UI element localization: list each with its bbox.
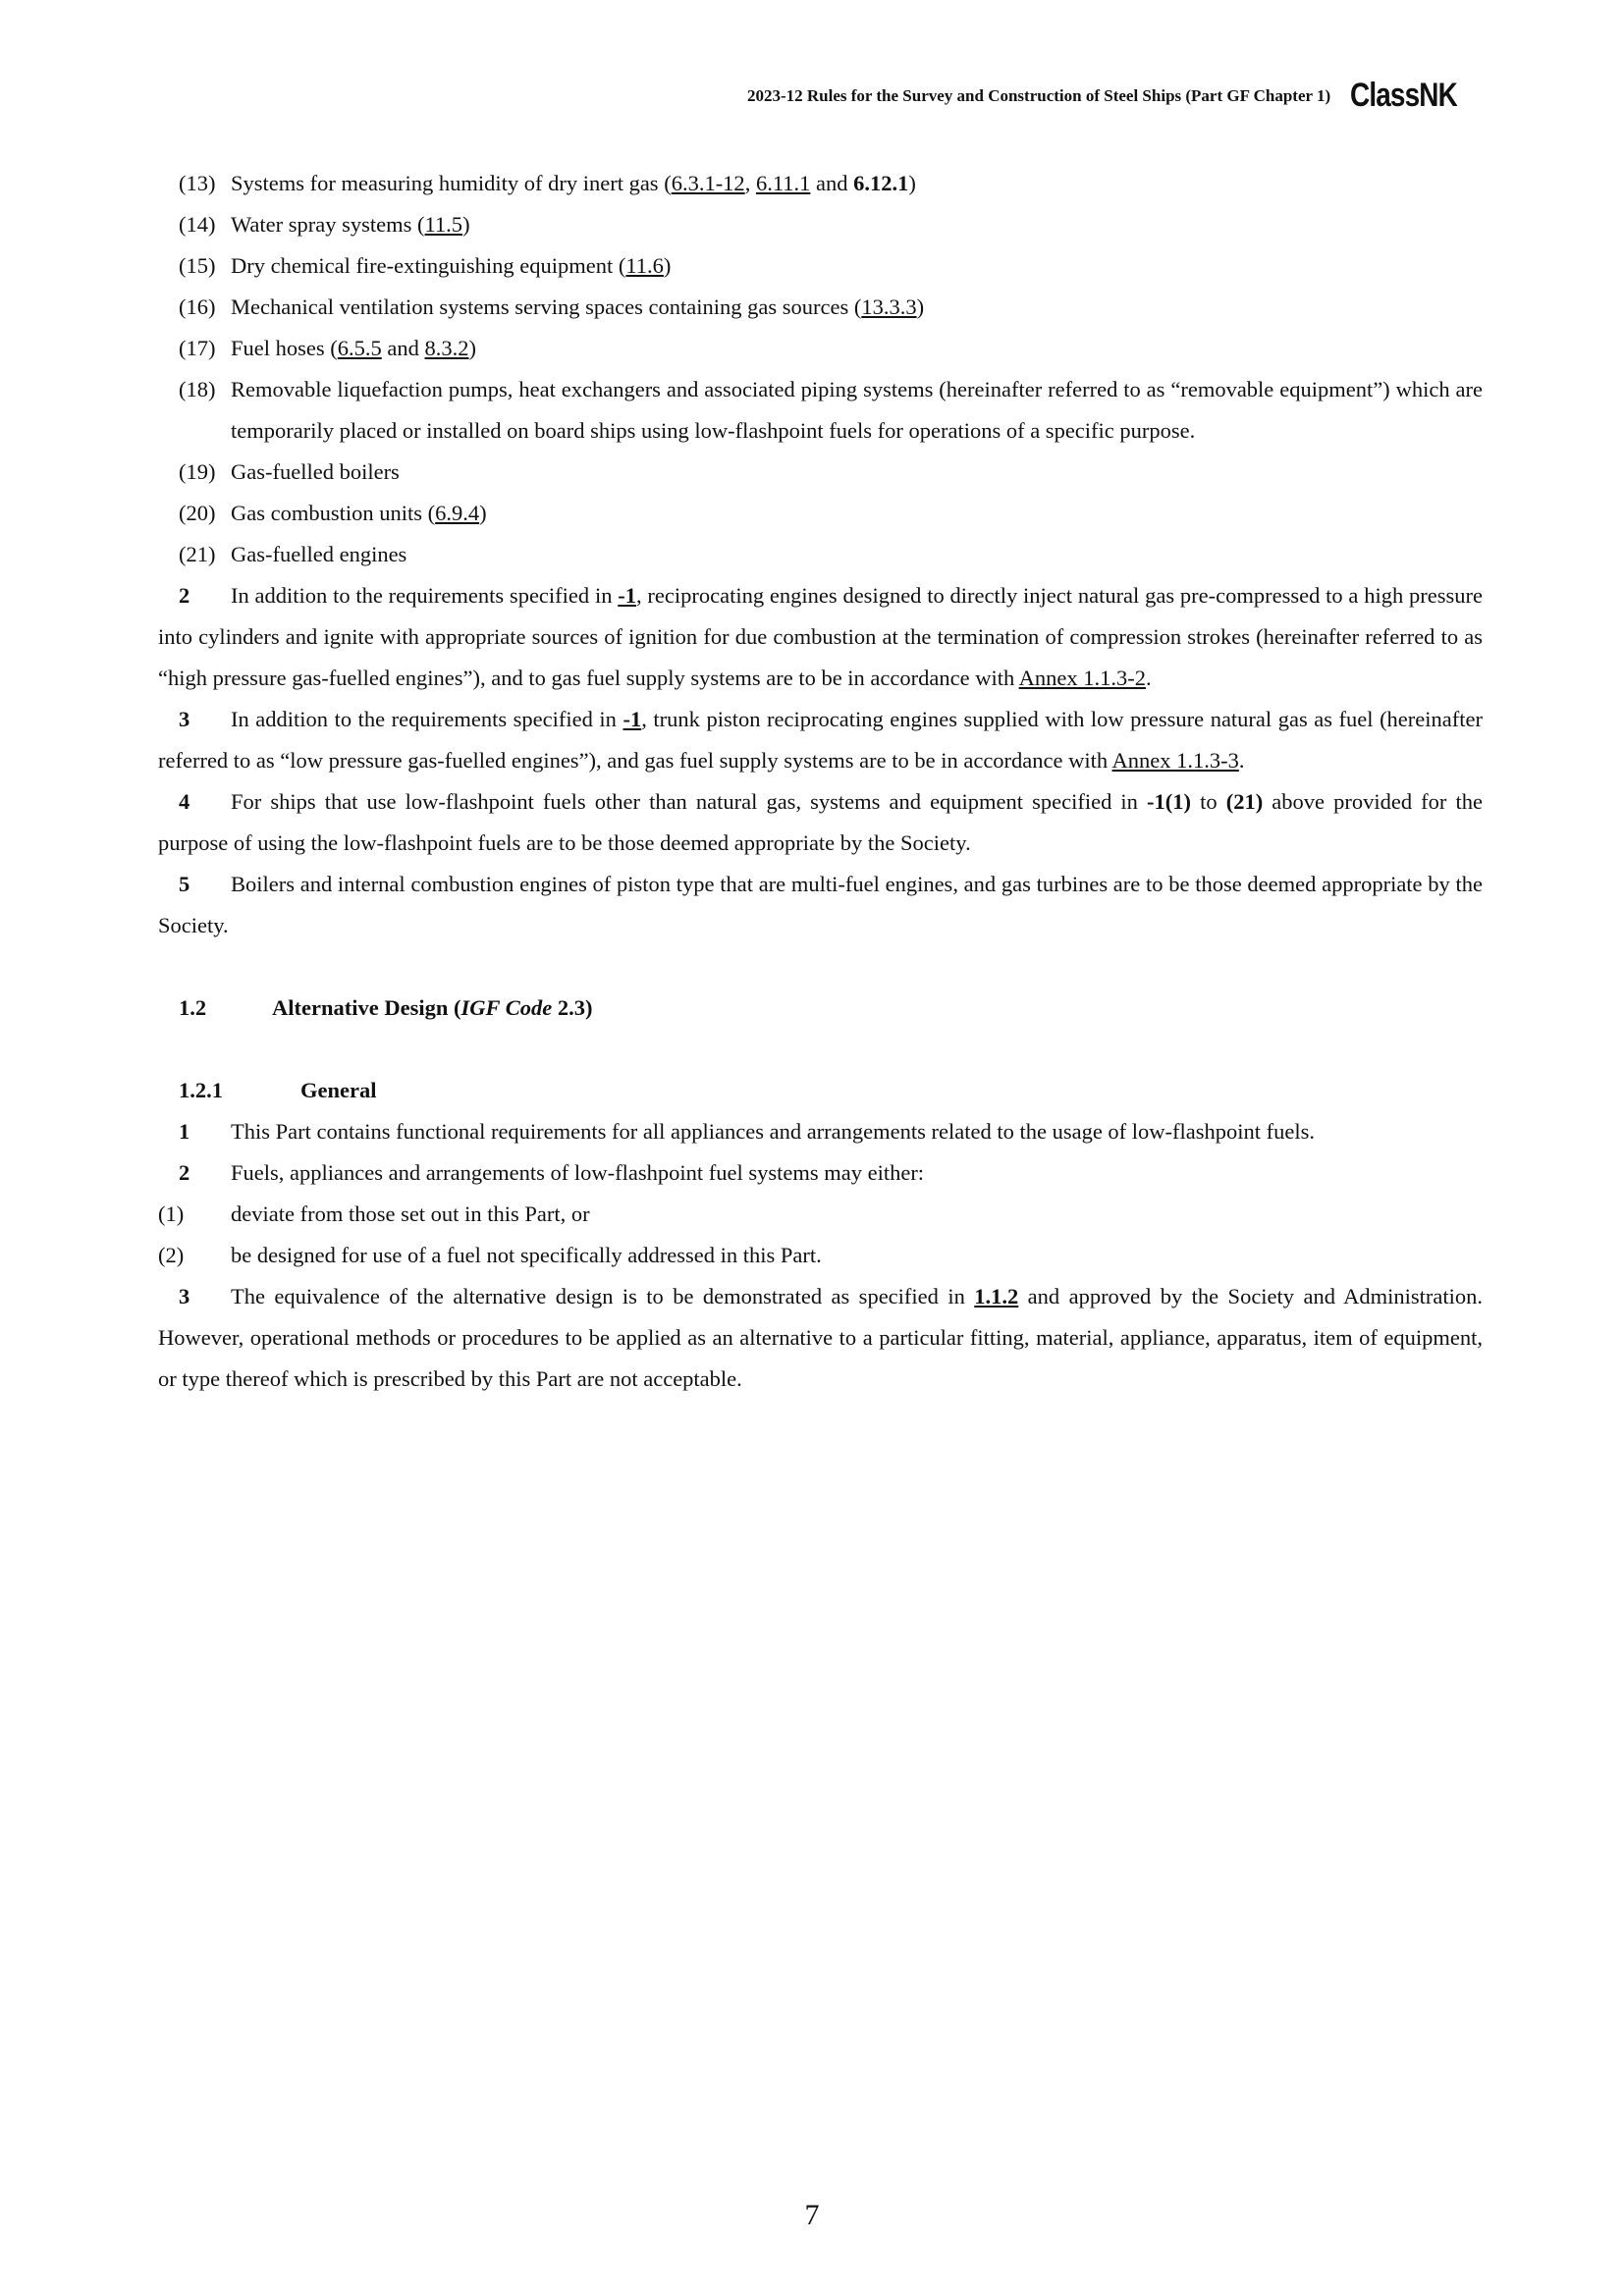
ref-bold: 6.12.1 (853, 171, 909, 195)
ref-bold: -1(1) (1147, 789, 1192, 814)
list-item (179, 328, 1483, 369)
item-number: (1) (158, 1201, 185, 1226)
list-item (179, 163, 1483, 204)
item-text: Mechanical ventilation systems serving spaces containing gas sources (13.3.3) (231, 294, 925, 319)
page-number: 7 (804, 2199, 820, 2231)
classnk-logo: ClassNK (1350, 77, 1458, 114)
ref-bold: (21) (1225, 789, 1264, 814)
ref-link[interactable]: 11.6 (625, 253, 664, 278)
item-text: Fuel hoses (6.5.5 and 8.3.2) (231, 336, 476, 360)
paragraph-number: 3 (179, 1284, 190, 1308)
paragraph-number: 5 (179, 872, 190, 896)
subsection-heading (179, 1070, 1483, 1111)
item-text: Gas-fuelled boilers (231, 459, 400, 484)
paragraph-number: 2 (179, 583, 190, 608)
item-text: Removable liquefaction pumps, heat exchangers and associated piping systems (hereinafter referred to as “removable equipment”) which are temporarily placed or installed on board ships using low-flashpoint fuels for operations of a specific purpose. (231, 377, 1483, 443)
paragraph: 2 Fuels, appliances and arrangements of low-flashpoint fuel systems may either: (158, 1152, 1483, 1194)
page-header (747, 77, 1481, 115)
paragraph-number: 2 (179, 1160, 190, 1185)
list-item (179, 369, 1483, 452)
list-item (158, 1235, 1483, 1276)
item-text: deviate from those set out in this Part, or (231, 1201, 590, 1226)
spacer (158, 1029, 1483, 1070)
item-text: Gas-fuelled engines (231, 542, 407, 566)
item-number: (16) (179, 294, 216, 319)
ref-link[interactable]: 8.3.2 (424, 336, 469, 360)
ref-link[interactable]: 6.9.4 (435, 501, 480, 525)
ref-link[interactable]: Annex 1.1.3-3 (1111, 748, 1239, 773)
item-text: be designed for use of a fuel not specifically addressed in this Part. (231, 1243, 822, 1267)
paragraph: 1 This Part contains functional requirements for all appliances and arrangements related to the usage of low-flashpoint fuels. (158, 1111, 1483, 1152)
list-item (179, 452, 1483, 493)
item-number: (13) (179, 171, 216, 195)
item-text: Gas combustion units (6.9.4) (231, 501, 487, 525)
list-item (179, 204, 1483, 245)
item-number: (2) (158, 1243, 185, 1267)
list-item (179, 287, 1483, 328)
subsection-title: General (300, 1078, 377, 1102)
section-title-italic: IGF Code (460, 995, 553, 1020)
list-item (158, 1194, 1483, 1235)
header-title: 2023-12 Rules for the Survey and Construction of Steel Ships (Part GF Chapter 1) (746, 85, 1331, 105)
item-number: (20) (179, 501, 216, 525)
list-item (179, 245, 1483, 287)
list-item (179, 534, 1483, 575)
ref-link[interactable]: 11.5 (424, 212, 463, 237)
paragraph: 4 For ships that use low-flashpoint fuels other than natural gas, systems and equipment specified in -1(1) to (21) above provided for the purpose of using the low-flashpoint fuels are to be those deemed appropriate by the Society. (158, 781, 1483, 864)
section-number: 1.2 (179, 995, 207, 1020)
ref-link[interactable]: Annex 1.1.3-2 (1018, 666, 1146, 690)
item-text: Dry chemical fire-extinguishing equipment (11.6) (231, 253, 672, 278)
ref-link[interactable]: 1.1.2 (974, 1284, 1019, 1308)
list-item (179, 493, 1483, 534)
ref-link[interactable]: -1 (623, 707, 642, 731)
section-heading: 1.2 Alternative Design (IGF Code 2.3) (179, 988, 1483, 1029)
item-text: Systems for measuring humidity of dry inert gas (6.3.1-12, 6.11.1 and 6.12.1) (231, 171, 916, 195)
paragraph: 3 In addition to the requirements specified in -1, trunk piston reciprocating engines supplied with low pressure natural gas as fuel (hereinafter referred to as “low pressure gas-fuelled engines”), and gas fuel supply systems are to be in accordance with Annex 1.1.3-3. (158, 699, 1483, 781)
paragraph: 5 Boilers and internal combustion engines of piston type that are multi-fuel engines, and gas turbines are to be those deemed appropriate by the Society. (158, 864, 1483, 946)
item-number: (18) (179, 377, 216, 401)
ref-link[interactable]: 13.3.3 (861, 294, 917, 319)
item-number: (17) (179, 336, 216, 360)
document-body (158, 163, 1483, 1400)
subsection-number: 1.2.1 (179, 1078, 223, 1102)
ref-link[interactable]: 6.5.5 (337, 336, 382, 360)
paragraph-number: 1 (179, 1119, 190, 1144)
spacer (158, 946, 1483, 988)
item-text: Water spray systems (11.5) (231, 212, 470, 237)
ref-link[interactable]: -1 (618, 583, 636, 608)
paragraph-number: 3 (179, 707, 190, 731)
paragraph-number: 4 (179, 789, 190, 814)
ref-link[interactable]: 6.3.1-12 (671, 171, 745, 195)
item-number: (14) (179, 212, 216, 237)
paragraph: 2 In addition to the requirements specified in -1, reciprocating engines designed to directly inject natural gas pre-compressed to a high pressure into cylinders and ignite with appropriate sources of ignition for due combustion at the termination of compression strokes (hereinafter referred to as “high pressure gas-fuelled engines”), and to gas fuel supply systems are to be in accordance with Annex 1.1.3-2. (158, 575, 1483, 699)
ref-link[interactable]: 6.11.1 (755, 171, 811, 195)
item-number: (21) (179, 542, 216, 566)
item-number: (15) (179, 253, 216, 278)
item-number: (19) (179, 459, 216, 484)
paragraph: 3 The equivalence of the alternative design is to be demonstrated as specified in 1.1.2 and approved by the Society and Administration. However, operational methods or procedures to be applied as an alternative to a particular fitting, material, appliance, apparatus, item of equipment, or type thereof which is prescribed by this Part are not acceptable. (158, 1276, 1483, 1400)
